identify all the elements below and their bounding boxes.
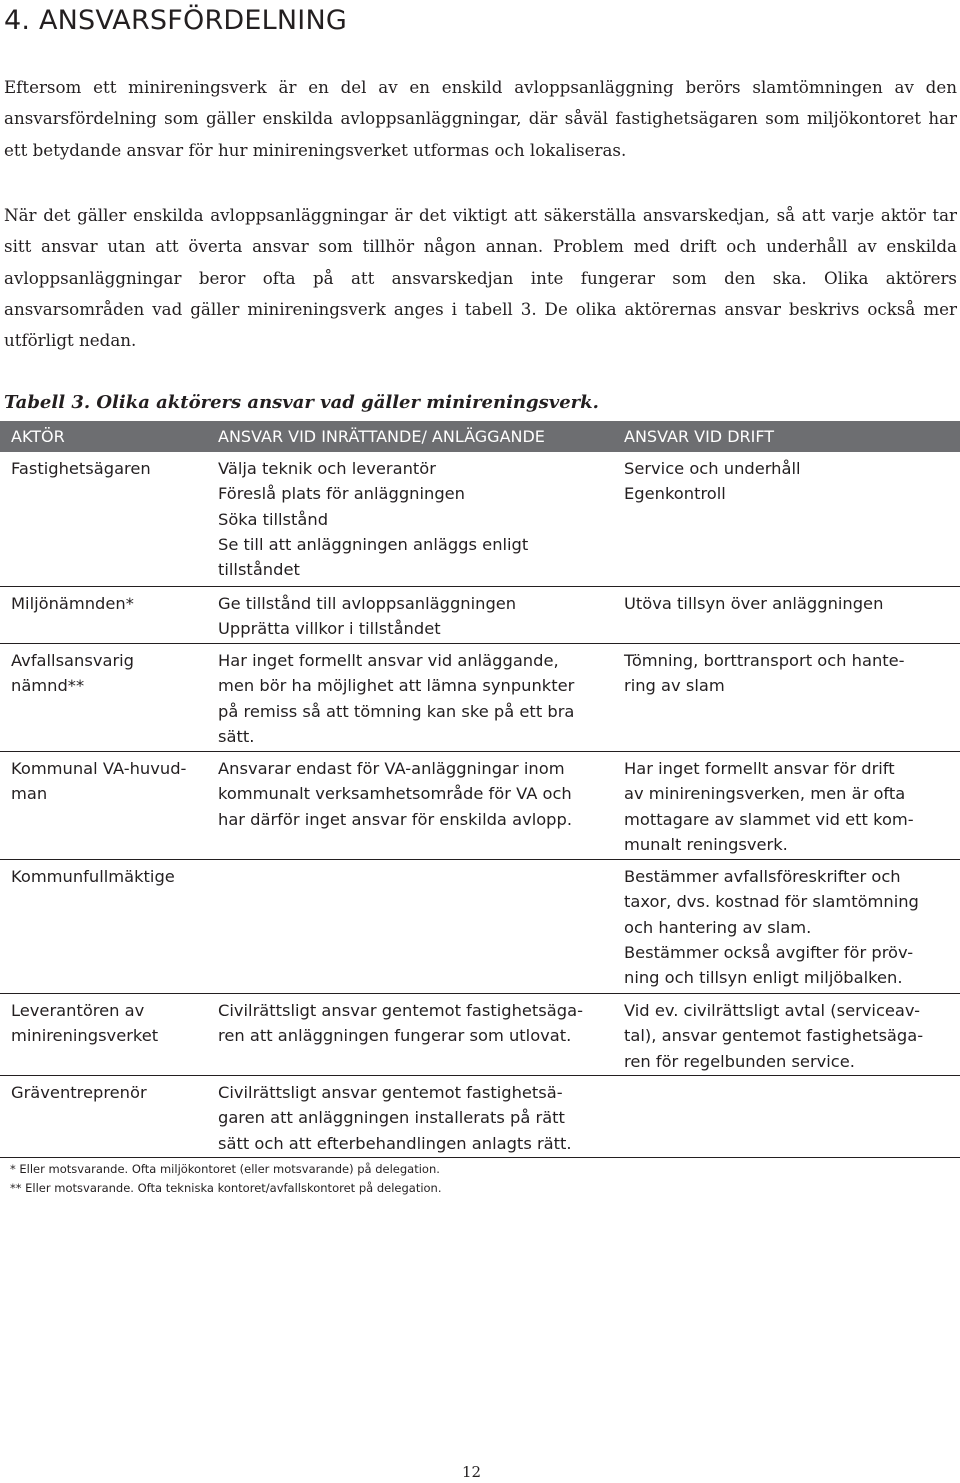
table-row	[0, 452, 960, 587]
table-row	[0, 752, 960, 860]
cell-actor: Leverantören av minireningsverket	[11, 1001, 159, 1046]
cell-actor: Fastighetsägaren	[11, 459, 151, 478]
cell-operation: Tömning, borttransport och hante- ring av slam	[624, 651, 905, 696]
cell-establishment: Ge tillstånd till avloppsanläggningen Upprätta villkor i tillståndet	[218, 594, 517, 639]
cell-actor: Miljönämnden*	[11, 594, 134, 613]
cell-establishment: Ansvarar endast för VA-anläggningar inom kommunalt verksamhetsområde för VA och har därför inget ansvar för enskilda avlopp.	[218, 759, 573, 829]
paragraph-intro: Eftersom ett minireningsverk är en del av en enskild avloppsanläggning berörs slamtömningen av den ansvarsfördelning som gäller enskilda avloppsanläggningar, där såväl fastighetsägaren som miljökontoret har ett betydande ansvar för hur minireningsverket utformas och lokaliseras.	[4, 77, 957, 160]
cell-operation: Bestämmer avfallsföreskrifter och taxor, dvs. kostnad för slamtömning och hantering av slam. Bestämmer också avgifter för pröv- ning och tillsyn enligt miljöbalken.	[624, 867, 919, 988]
footnote: ** Eller motsvarande. Ofta tekniska kontoret/avfallskontoret på delegation.	[10, 1181, 442, 1195]
cell-operation: Service och underhåll Egenkontroll	[624, 459, 801, 504]
column-header-establishment: ANSVAR VID INRÄTTANDE/ ANLÄGGANDE	[218, 427, 545, 446]
cell-actor: Kommunfullmäktige	[11, 867, 175, 886]
cell-establishment: Har inget formellt ansvar vid anläggande, men bör ha möjlighet att lämna synpunkter på remiss så att tömning kan ske på ett bra sätt.	[218, 651, 575, 746]
footnote: * Eller motsvarande. Ofta miljökontoret (eller motsvarande) på delegation.	[10, 1162, 440, 1176]
cell-actor: Gräventreprenör	[11, 1083, 147, 1102]
cell-actor: Kommunal VA-huvud- man	[11, 759, 187, 804]
table-footnotes	[10, 1160, 442, 1198]
table-row	[0, 644, 960, 752]
column-header-actor: AKTÖR	[11, 427, 65, 446]
cell-operation: Utöva tillsyn över anläggningen	[624, 594, 884, 613]
table-row	[0, 860, 960, 994]
table-header-row	[0, 421, 960, 452]
cell-operation: Vid ev. civilrättsligt avtal (serviceav- tal), ansvar gentemot fastighetsäga- ren för regelbunden service.	[624, 1001, 924, 1071]
column-header-operation: ANSVAR VID DRIFT	[624, 427, 775, 446]
cell-establishment: Civilrättsligt ansvar gentemot fastighetsä- garen att anläggningen installerats på rätt sätt och att efterbehandlingen anlagts rätt.	[218, 1083, 572, 1153]
table-row	[0, 994, 960, 1076]
cell-establishment: Civilrättsligt ansvar gentemot fastighetsäga- ren att anläggningen fungerar som utlovat.	[218, 1001, 583, 1046]
page-number: 12	[462, 1463, 482, 1481]
responsibility-table	[0, 421, 960, 1158]
paragraph-responsibility-chain: När det gäller enskilda avloppsanläggningar är det viktigt att säkerställa ansvarskedjan, så att varje aktör tar sitt ansvar utan att överta ansvar som tillhör någon annan. Problem med drift och underhåll av enskilda avloppsanläggningar beror ofta på att ansvarskedjan inte fungerar som den ska. Olika aktörers ansvarsområden vad gäller minireningsverk anges i tabell 3. De olika aktörernas ansvar beskrivs också mer utförligt nedan.	[4, 205, 957, 351]
cell-actor: Avfallsansvarig nämnd**	[11, 651, 134, 696]
table-row	[0, 587, 960, 644]
table-row	[0, 1076, 960, 1158]
cell-establishment: Välja teknik och leverantör Föreslå plats för anläggningen Söka tillstånd Se till att anläggningen anläggs enligt tillståndet	[218, 459, 529, 580]
cell-operation: Har inget formellt ansvar för drift av minireningsverken, men är ofta mottagare av slammet vid ett kom- munalt reningsverk.	[624, 759, 914, 854]
section-heading: 4. ANSVARSFÖRDELNING	[4, 5, 347, 36]
table-caption: Tabell 3. Olika aktörers ansvar vad gäller minireningsverk.	[4, 392, 599, 413]
